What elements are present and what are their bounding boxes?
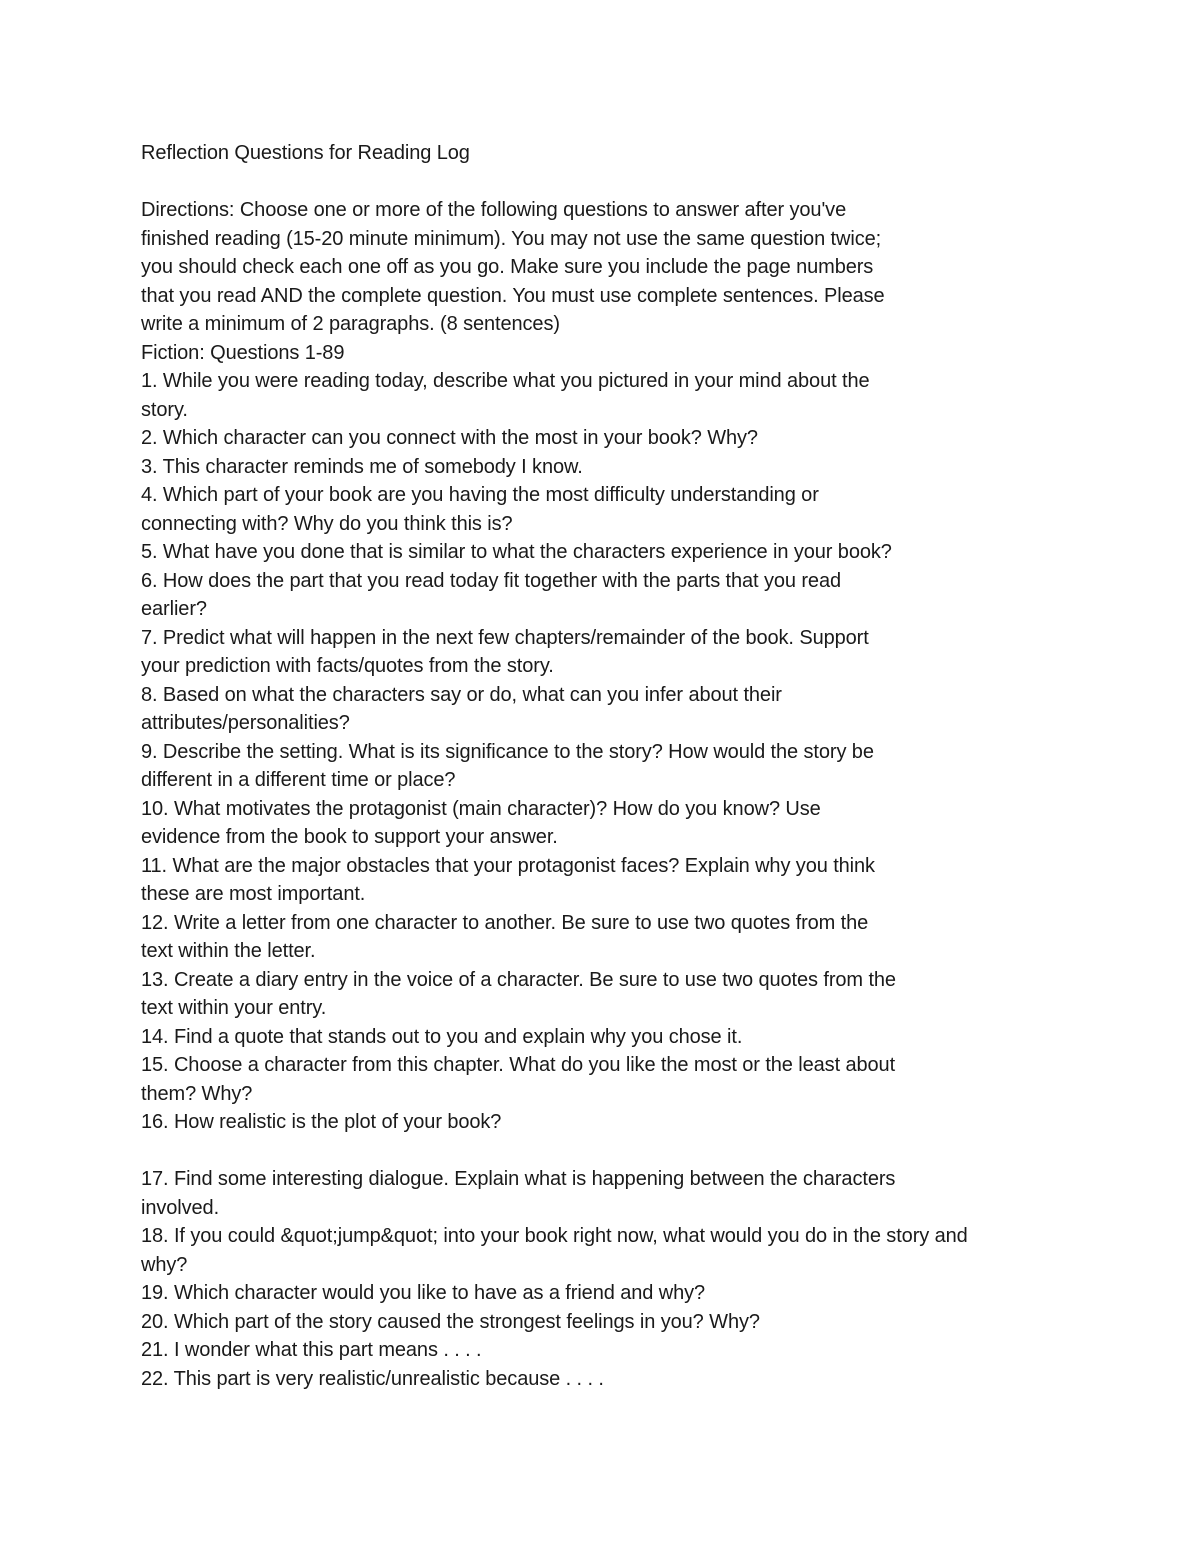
question-line: 7. Predict what will happen in the next few chapters/remainder of the book. Support [141,626,869,649]
question-line: 12. Write a letter from one character to another. Be sure to use two quotes from the [141,911,869,934]
question-line: 2. Which character can you connect with the most in your book? Why? [141,427,758,449]
question-line: attributes/personalities? [141,712,350,734]
question-line: 21. I wonder what this part means . . . . [141,1339,482,1361]
blank-line [141,1137,1141,1166]
question-line: 5. What have you done that is similar to what the characters experience in your book? [141,541,892,563]
question-line: 17. Find some interesting dialogue. Explain what is happening between the characters [141,1168,896,1190]
question-line: 14. Find a quote that stands out to you and explain why you chose it. [141,1025,743,1048]
question-line: your prediction with facts/quotes from the story. [141,655,554,677]
question-list-part-2 [141,1165,1141,1393]
question-line: 16. How realistic is the plot of your book? [141,1111,502,1133]
question-line: 9. Describe the setting. What is its significance to the story? How would the story be [141,740,874,763]
directions-paragraph [141,196,1141,339]
question-line: 3. This character reminds me of somebody I know. [141,455,583,478]
question-line: why? [141,1253,188,1276]
directions-line: finished reading (15-20 minute minimum). You may not use the same question twice; [141,227,882,250]
question-line: 22. This part is very realistic/unrealistic because . . . . [141,1367,604,1390]
question-line: text within your entry. [141,997,327,1019]
question-line: story. [141,398,188,421]
directions-line: that you read AND the complete question. You must use complete sentences. Please [141,284,885,307]
directions-line: you should check each one off as you go. Make sure you include the page numbers [141,256,874,278]
question-line: 20. Which part of the story caused the strongest feelings in you? Why? [141,1310,760,1333]
question-line: 15. Choose a character from this chapter. What do you like the most or the least about [141,1054,896,1076]
question-line: 8. Based on what the characters say or do, what can you infer about their [141,683,782,706]
question-line: different in a different time or place? [141,769,456,791]
question-line: them? Why? [141,1082,253,1105]
question-line: 1. While you were reading today, describe what you pictured in your mind about the [141,370,870,392]
directions-line: write a minimum of 2 paragraphs. (8 sentences) [141,313,560,335]
directions-line: Directions: Choose one or more of the following questions to answer after you've [141,199,847,221]
question-line: 18. If you could &quot;jump&quot; into your book right now, what would you do in the story and [141,1225,968,1247]
question-line: earlier? [141,598,207,620]
blank-line [141,168,1141,197]
question-line: connecting with? Why do you think this is? [141,512,513,535]
document-title: Reflection Questions for Reading Log [141,142,470,164]
question-line: 6. How does the part that you read today fit together with the parts that you read [141,569,842,592]
document-body [141,139,1141,1393]
question-line: 13. Create a diary entry in the voice of a character. Be sure to use two quotes from the [141,968,896,991]
question-line: these are most important. [141,883,366,905]
question-line: evidence from the book to support your answer. [141,826,558,848]
question-line: 4. Which part of your book are you having the most difficulty understanding or [141,484,819,506]
question-list-part-1 [141,367,1141,1137]
question-line: 19. Which character would you like to have as a friend and why? [141,1282,706,1304]
question-line: 10. What motivates the protagonist (main character)? How do you know? Use [141,797,821,820]
question-line: involved. [141,1196,220,1219]
section-heading: Fiction: Questions 1-89 [141,341,345,364]
question-line: text within the letter. [141,940,316,962]
question-line: 11. What are the major obstacles that your protagonist faces? Explain why you think [141,854,875,877]
